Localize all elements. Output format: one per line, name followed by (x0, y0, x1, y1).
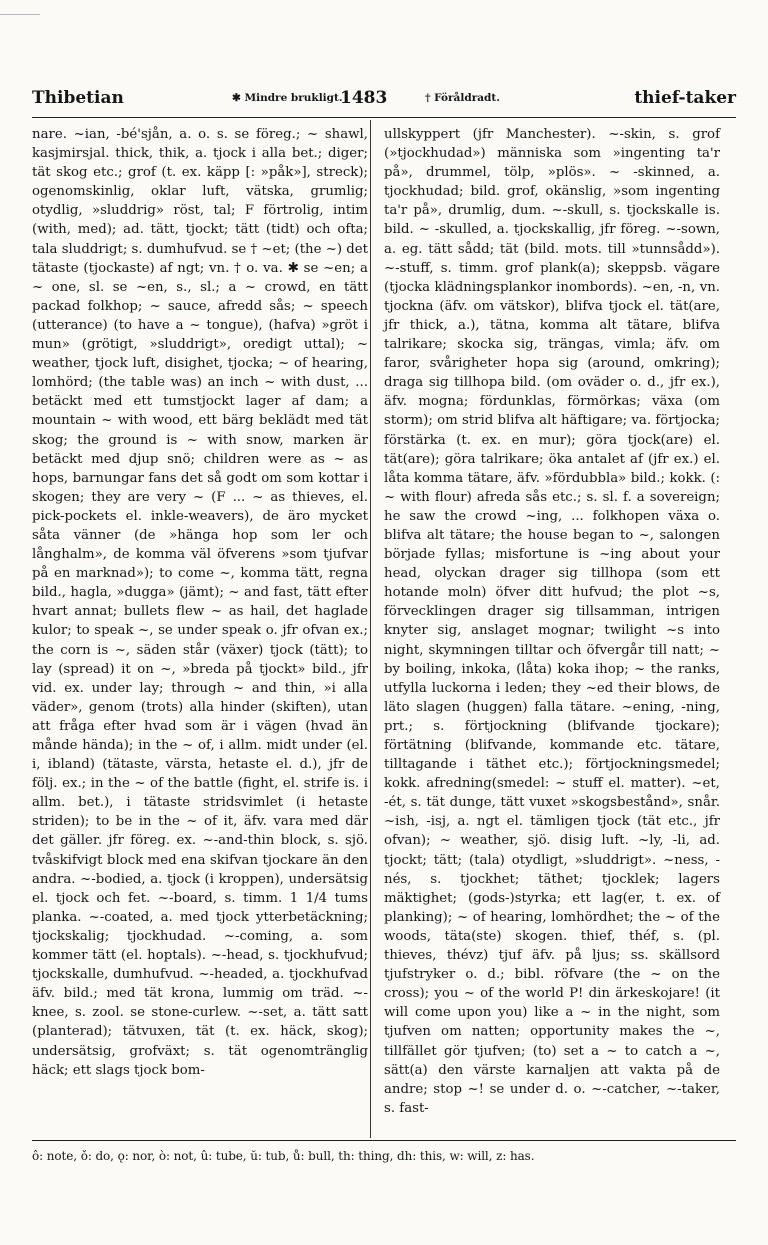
corner-mark (0, 14, 40, 15)
footer-rule (32, 1140, 736, 1141)
header-right-headword: thief-taker (634, 88, 736, 108)
right-column-text: ullskyppert (jfr Manchester). ~-skin, s. grof (»tjockhudad») människa som »ingenting ta'r på», drummel, tölp, »plös». ~ -skinned, a. tjockhudad; bild. grof, okänslig, »som ingenting ta'r på», drumlig, dum. ~-skull, s. tjockskalle is. bild. ~ -skulled, a. tjockskallig, jfr föreg. ~-sown, a. eg. tätt sådd; tät (bild. mots. till »tunnsådd»). ~-stuff, s. timm. grof plank(a); skeppsb. vägare (tjocka klädningsplankor inombords). ~en, -n, vn. tjockna (äfv. om vätskor), blifva tjock el. tät(are, jfr thick, a.), tätna, komma alt tätare, blifva talrikare; skocka sig, trängas, vimla; äfv. om faror, svårigheter hopa sig (around, omkring); draga sig tillhopa bild. (om oväder o. d., jfr ex.), äfv. mogna; fördunklas, förmörkas; växa (om storm); om strid blifva alt häftigare; va. förtjocka; förstärka (t. ex. en mur); göra tjock(are) el. tät(are); göra talrikare; öka antalet af (jfr ex.) el. låta komma tätare, äfv. »fördubbla» bild.; kokk. (: ~ with flour) afreda sås etc.; s. sl. f. a sovereign; he saw the crowd ~ing, ... folkhopen växa o. blifva alt tätare; the house began to ~, salongen började fyllas; misfortune is ~ing about your head, olyckan drager sig tillhopa (som ett hotande moln) öfver ditt hufvud; the plot ~s, förvecklingen drager sig tillsamman, intrigen knyter sig, anslaget mognar; twilight ~s into night, skymningen tilltar och öfvergår till natt; ~ by boiling, inkoka, (låta) koka ihop; ~ the ranks, utfylla luckorna i leden; they ~ed their blows, de läto slagen (huggen) falla tätare. ~ening, -ning, prt.; s. förtjockning (blifvande tjockare); förtätning (blifvande, kommande etc. tätare, tilltagande i täthet etc.); förtjockningsmedel; kokk. afredning(smedel: ~ stuff el. matter). ~et, -ét, s. tät dunge, tätt vuxet »skogsbestånd», snår. ~ish, -isj, a. ngt el. tämligen tjock (tät etc., jfr ofvan); ~ weather, sjö. disig luft. ~ly, -li, ad. tjockt; tätt; (tala) otydligt, »sluddrigt». ~ness, -nés, s. tjockhet; täthet; tjocklek; lagers mäktighet; (gods-)styrka; ett lag(er, t. ex. of planking); ~ of hearing, lomhördhet; the ~ of the woods, täta(ste) skogen. thief, théf, s. (pl. thieves, thévz) tjuf äfv. på ljus; ss. skällsord tjufstryker o. d.; bibl. röfvare (the ~ on the cross); you ~ of the world P! din ärkeskojare! (it will come upon you) like a ~ in the night, som tjufven om natten; opportunity makes the ~, tillfället gör tjufven; (to) set a ~ to catch a ~, sätt(a) den värste karnaljen att vakta på de andre; stop ~! se under d. o. ~-catcher, ~-taker, s. fast- (384, 127, 720, 1116)
left-column-text: nare. ~ian, -bé'sjån, a. o. s. se föreg.; ~ shawl, kasjmirsjal. thick, thik, a. tjock i alla bet.; diger; tät skog etc.; grof (t. ex. käpp [: »påk»], streck); ogenomskinlig, oklar luft, vätska, grumlig; otydlig, »sluddrig» röst, tal; F förtrolig, intim (with, med); ad. tätt, tjockt; tätt (tidt) och ofta; tala sluddrigt; s. dumhufvud. se † ~et; (the ~) det tätaste (tjockaste) af ngt; vn. † o. va. ✱ se ~en; a ~ one, sl. se ~en, s., sl.; a ~ crowd, en tätt packad folkhop; ~ sauce, afredd sås; ~ speech (utterance) (to have a ~ tongue), (hafva) »gröt i mun» (grötigt, »sluddrigt», oredigt uttal); ~ weather, tjock luft, disighet, tjocka; ~ of hearing, lomhörd; (the table was) an inch ~ with dust, ... betäckt med ett tumstjockt lager af dam; a mountain ~ with wood, ett bärg beklädt med tät skog; the ground is ~ with snow, marken är betäckt med djup snö; children were as ~ as hops, barnungar fans det så godt om som kottar i skogen; they are very ~ (F ... ~ as thieves, el. pick-pockets el. inkle-weavers), de äro mycket såta vänner (de »hänga hop som ler och långhalm», de komma väl öfverens »som tjufvar på en marknad»); to come ~, komma tätt, regna bild., hagla, »dugga» (jämt); ~ and fast, tätt efter hvart annat; bullets flew ~ as hail, det haglade kulor; to speak ~, se under speak o. jfr ofvan ex.; the corn is ~, säden står (växer) tjock (tätt); to lay (spread) it on ~, »breda på tjockt» bild., jfr vid. ex. under lay; through ~ and thin, »i alla väder», genom (trots) alla hinder (skiften), utan att fråga efter hvad som är i vägen (hvad än månde hända); in the ~ of, i allm. midt under (el. i, ibland) (tätaste, värsta, hetaste el. d.), jfr de följ. ex.; in the ~ of the battle (fight, el. strife is. i allm. bet.), i tätaste stridsvimlet (i hetaste striden); to be in the ~ of it, äfv. vara med där det gäller. jfr föreg. ex. ~-and-thin block, s. sjö. tvåskifvigt block med ena skifvan tjockare än den andra. ~-bodied, a. tjock (i kroppen), undersätsig el. tjock och fet. ~-board, s. timm. 1 1/4 tums planka. ~-coated, a. med tjock ytterbetäckning; tjockskalig; tjockhudad. ~-coming, a. som kommer tätt (el. hoptals). ~-head, s. tjockhufvud; tjockskalle, dumhufvud. ~-headed, a. tjockhufvad äfv. bild.; med tät krona, lummig om träd. ~-knee, s. zool. se stone-curlew. ~-set, a. tätt satt (planterad); tätvuxen, tät (t. ex. häck, skog); undersätsig, grofväxt; s. tät ogenomtränglig häck; ett slags tjock bom- (32, 127, 368, 1078)
column-divider (370, 120, 371, 1138)
page-header (32, 88, 736, 114)
header-legend-rare: ✱ Mindre brukligt. (232, 92, 343, 104)
header-legend-obsolete: † Föråldradt. (425, 92, 500, 104)
header-rule (32, 117, 736, 118)
left-column (32, 125, 368, 1080)
header-left-headword: Thibetian (32, 88, 124, 108)
right-column (384, 125, 720, 1118)
pronunciation-key: ô: note, ǒ: do, ǫ: nor, ò: not, û: tube, ŭ: tub, ů: bull, th: thing, dh: this, w: will, z: has. (32, 1149, 535, 1163)
page-number: 1483 (340, 88, 388, 108)
